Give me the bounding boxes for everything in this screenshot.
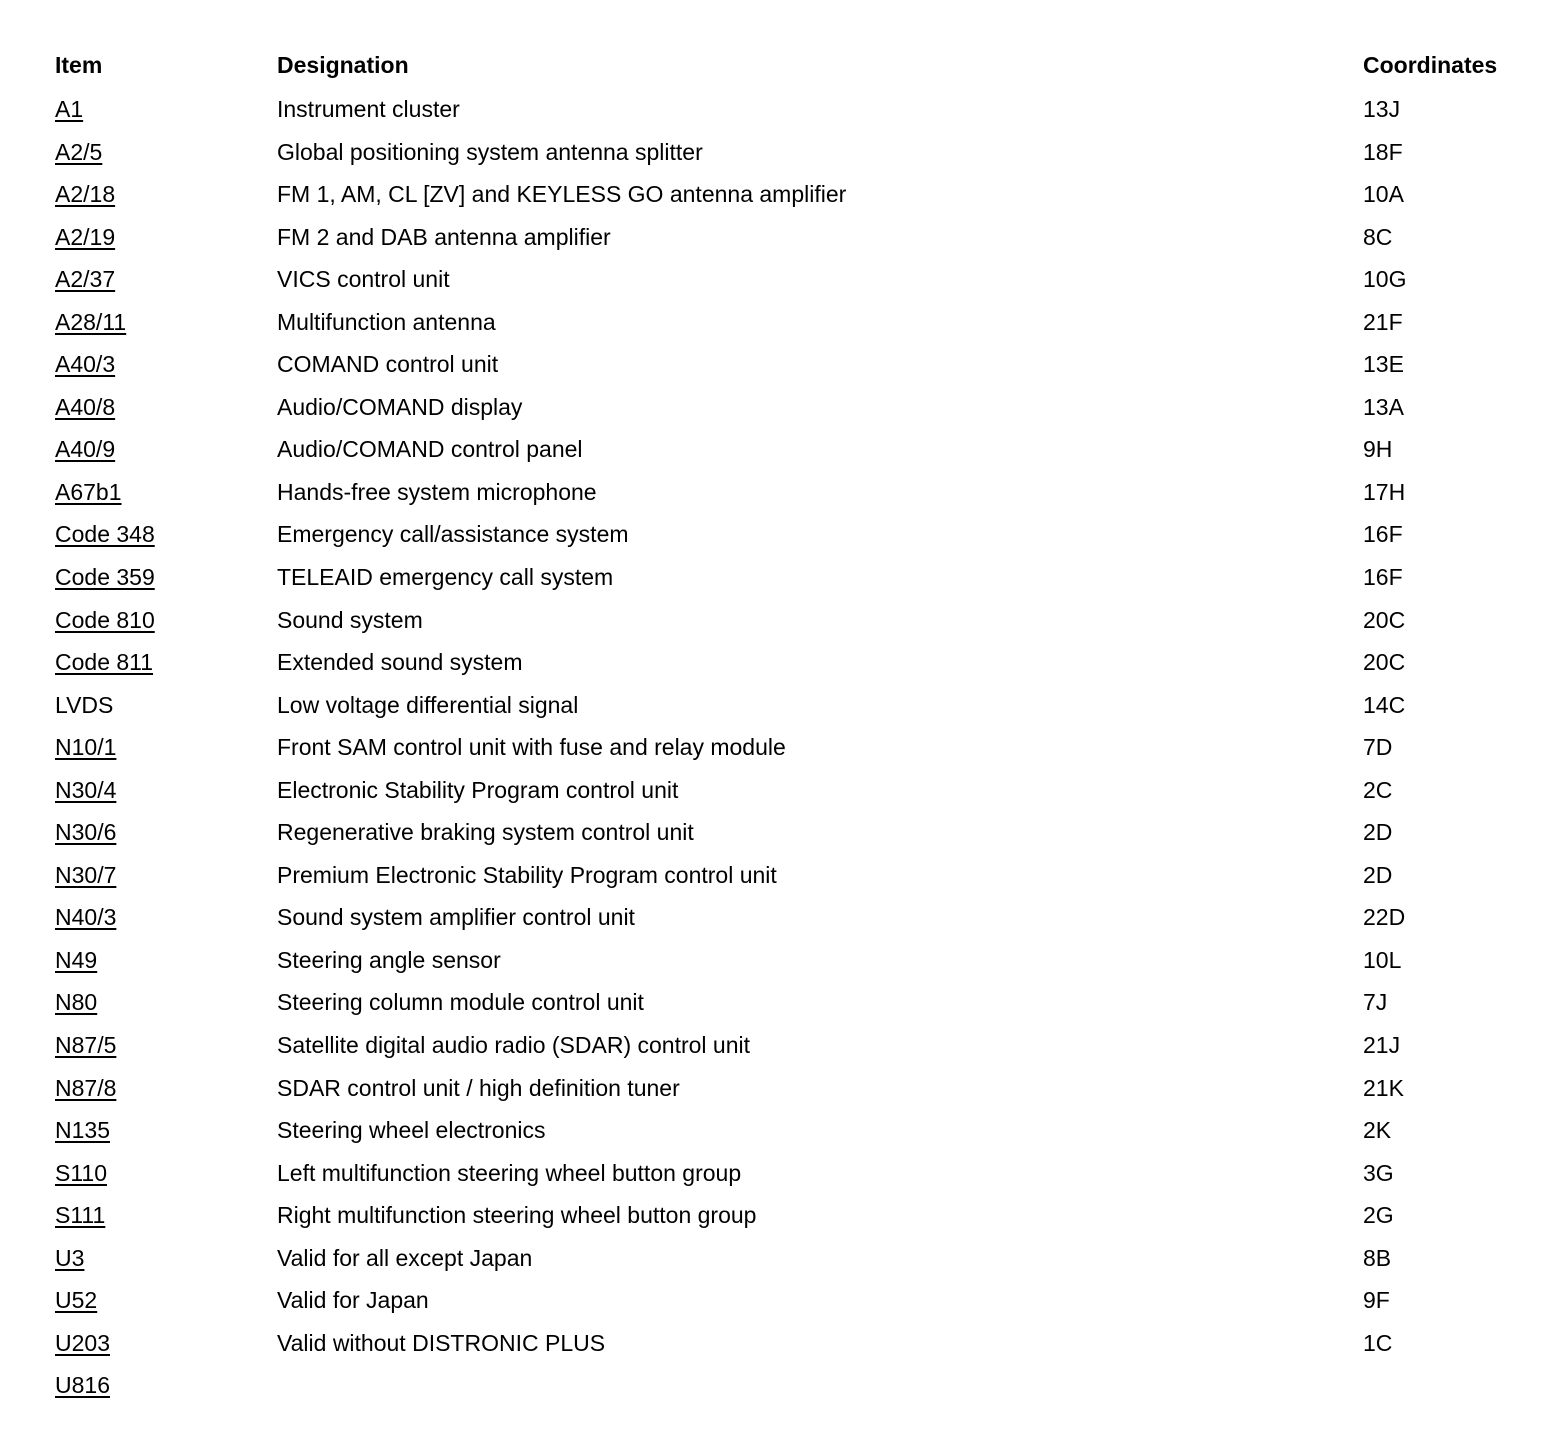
item-link[interactable]: A28/11	[55, 308, 127, 335]
designation-cell: FM 2 and DAB antenna amplifier	[277, 223, 611, 250]
designation-cell: Right multifunction steering wheel button group	[277, 1202, 757, 1229]
table-row	[55, 1364, 1555, 1407]
coordinates-cell: 10G	[1363, 266, 1407, 293]
table-row	[55, 216, 1555, 259]
designation-cell: Audio/COMAND display	[277, 393, 523, 420]
table-row	[55, 513, 1555, 556]
table-row	[55, 599, 1555, 642]
coordinates-cell: 2K	[1363, 1117, 1392, 1144]
component-legend-table	[55, 44, 1555, 1407]
table-row	[55, 428, 1555, 471]
item-link[interactable]: U52	[55, 1287, 98, 1314]
item-link[interactable]: Code 348	[55, 521, 155, 548]
table-row	[55, 854, 1555, 897]
designation-cell: Satellite digital audio radio (SDAR) control unit	[277, 1032, 751, 1059]
table-row	[55, 556, 1555, 599]
item-link[interactable]: A40/9	[55, 436, 116, 463]
table-row	[55, 1024, 1555, 1067]
table-row	[55, 1067, 1555, 1110]
designation-cell: Instrument cluster	[277, 96, 460, 122]
designation-cell: Global positioning system antenna splitter	[277, 138, 703, 165]
designation-cell: Left multifunction steering wheel button group	[277, 1159, 742, 1186]
header-item: Item	[55, 52, 103, 78]
designation-cell: Low voltage differential signal	[277, 691, 579, 718]
designation-cell: Audio/COMAND control panel	[277, 436, 583, 463]
coordinates-cell: 22D	[1363, 904, 1406, 931]
item-link[interactable]: N10/1	[55, 734, 117, 761]
coordinates-cell: 16F	[1363, 564, 1403, 591]
designation-cell: Multifunction antenna	[277, 308, 496, 335]
table-row	[55, 641, 1555, 684]
designation-cell: FM 1, AM, CL [ZV] and KEYLESS GO antenna amplifier	[277, 181, 847, 208]
coordinates-cell: 20C	[1363, 606, 1406, 633]
item-link[interactable]: S110	[55, 1159, 108, 1186]
designation-cell: Extended sound system	[277, 649, 523, 676]
coordinates-cell: 2D	[1363, 819, 1393, 846]
coordinates-cell: 16F	[1363, 521, 1403, 548]
designation-cell: Premium Electronic Stability Program control unit	[277, 861, 777, 888]
coordinates-cell: 2C	[1363, 776, 1393, 803]
coordinates-cell: 13J	[1363, 96, 1401, 122]
table-row	[55, 301, 1555, 344]
coordinates-cell: 13A	[1363, 393, 1404, 420]
table-row	[55, 684, 1555, 727]
coordinates-cell: 1C	[1363, 1329, 1393, 1356]
item-label: LVDS	[55, 691, 114, 718]
coordinates-cell: 9H	[1363, 436, 1393, 463]
designation-cell: Hands-free system microphone	[277, 478, 597, 505]
item-link[interactable]: Code 811	[55, 649, 154, 676]
item-link[interactable]: A40/8	[55, 393, 116, 420]
designation-cell: Sound system amplifier control unit	[277, 904, 635, 931]
designation-cell: Steering wheel electronics	[277, 1117, 546, 1144]
designation-cell: Steering column module control unit	[277, 989, 644, 1016]
table-row	[55, 1194, 1555, 1237]
coordinates-cell: 7J	[1363, 989, 1388, 1016]
table-row	[55, 173, 1555, 216]
table-row	[55, 1322, 1555, 1365]
coordinates-cell: 21K	[1363, 1074, 1404, 1101]
item-link[interactable]: U816	[55, 1372, 110, 1399]
coordinates-cell: 13E	[1363, 351, 1404, 378]
item-link[interactable]: N30/6	[55, 819, 117, 846]
coordinates-cell: 10L	[1363, 946, 1402, 973]
item-link[interactable]: U3	[55, 1244, 85, 1271]
coordinates-cell: 9F	[1363, 1287, 1390, 1314]
item-link[interactable]: Code 359	[55, 564, 155, 591]
coordinates-cell: 2G	[1363, 1202, 1394, 1229]
table-row	[55, 939, 1555, 982]
table-row	[55, 386, 1555, 429]
designation-cell: Sound system	[277, 606, 423, 633]
coordinates-cell: 7D	[1363, 734, 1393, 761]
coordinates-cell: 2D	[1363, 861, 1393, 888]
coordinates-cell: 20C	[1363, 649, 1406, 676]
item-link[interactable]: N135	[55, 1117, 110, 1144]
item-link[interactable]: Code 810	[55, 606, 155, 633]
table-row	[55, 343, 1555, 386]
item-link[interactable]: A2/37	[55, 266, 116, 293]
item-link[interactable]: A1	[55, 96, 84, 122]
table-row	[55, 811, 1555, 854]
table-row	[55, 258, 1555, 301]
header-row	[55, 44, 1555, 88]
item-link[interactable]: N49	[55, 946, 98, 973]
item-link[interactable]: A2/18	[55, 181, 116, 208]
item-link[interactable]: N80	[55, 989, 98, 1016]
table-row	[55, 1237, 1555, 1280]
item-link[interactable]: N40/3	[55, 904, 117, 931]
header-designation: Designation	[277, 52, 409, 78]
coordinates-cell: 3G	[1363, 1159, 1394, 1186]
designation-cell: TELEAID emergency call system	[277, 564, 614, 591]
item-link[interactable]: U203	[55, 1329, 110, 1356]
coordinates-cell: 21F	[1363, 308, 1403, 335]
designation-cell: Emergency call/assistance system	[277, 521, 629, 548]
item-link[interactable]: A67b1	[55, 478, 122, 505]
header-coordinates: Coordinates	[1363, 52, 1498, 78]
designation-cell: Valid without DISTRONIC PLUS	[277, 1329, 606, 1356]
item-link[interactable]: N30/7	[55, 861, 117, 888]
item-link[interactable]: N87/5	[55, 1032, 117, 1059]
designation-cell: Regenerative braking system control unit	[277, 819, 694, 846]
table-row	[55, 471, 1555, 514]
table-row	[55, 769, 1555, 812]
table-row	[55, 1152, 1555, 1195]
designation-cell: Steering angle sensor	[277, 946, 501, 973]
item-link[interactable]: A2/5	[55, 138, 103, 165]
designation-cell: Valid for Japan	[277, 1287, 429, 1314]
item-link[interactable]: N30/4	[55, 776, 117, 803]
designation-cell: Valid for all except Japan	[277, 1244, 533, 1271]
coordinates-cell: 8B	[1363, 1244, 1392, 1271]
table-row	[55, 131, 1555, 174]
coordinates-cell: 10A	[1363, 181, 1404, 208]
item-link[interactable]: A40/3	[55, 351, 116, 378]
table-row	[55, 1109, 1555, 1152]
table-row	[55, 896, 1555, 939]
designation-cell: Front SAM control unit with fuse and relay module	[277, 734, 786, 761]
item-link[interactable]: N87/8	[55, 1074, 117, 1101]
item-link[interactable]: S111	[55, 1202, 106, 1229]
table-row	[55, 726, 1555, 769]
coordinates-cell: 18F	[1363, 138, 1403, 165]
designation-cell: Electronic Stability Program control unit	[277, 776, 679, 803]
item-link[interactable]: A2/19	[55, 223, 116, 250]
table-row	[55, 981, 1555, 1024]
table-row	[55, 1279, 1555, 1322]
table-body	[55, 88, 1555, 1407]
coordinates-cell: 21J	[1363, 1032, 1401, 1059]
coordinates-cell: 17H	[1363, 478, 1406, 505]
designation-cell: COMAND control unit	[277, 351, 499, 378]
designation-cell: SDAR control unit / high definition tuner	[277, 1074, 680, 1101]
coordinates-cell: 8C	[1363, 223, 1393, 250]
designation-cell: VICS control unit	[277, 266, 450, 293]
coordinates-cell: 14C	[1363, 691, 1406, 718]
table-row	[55, 88, 1555, 131]
